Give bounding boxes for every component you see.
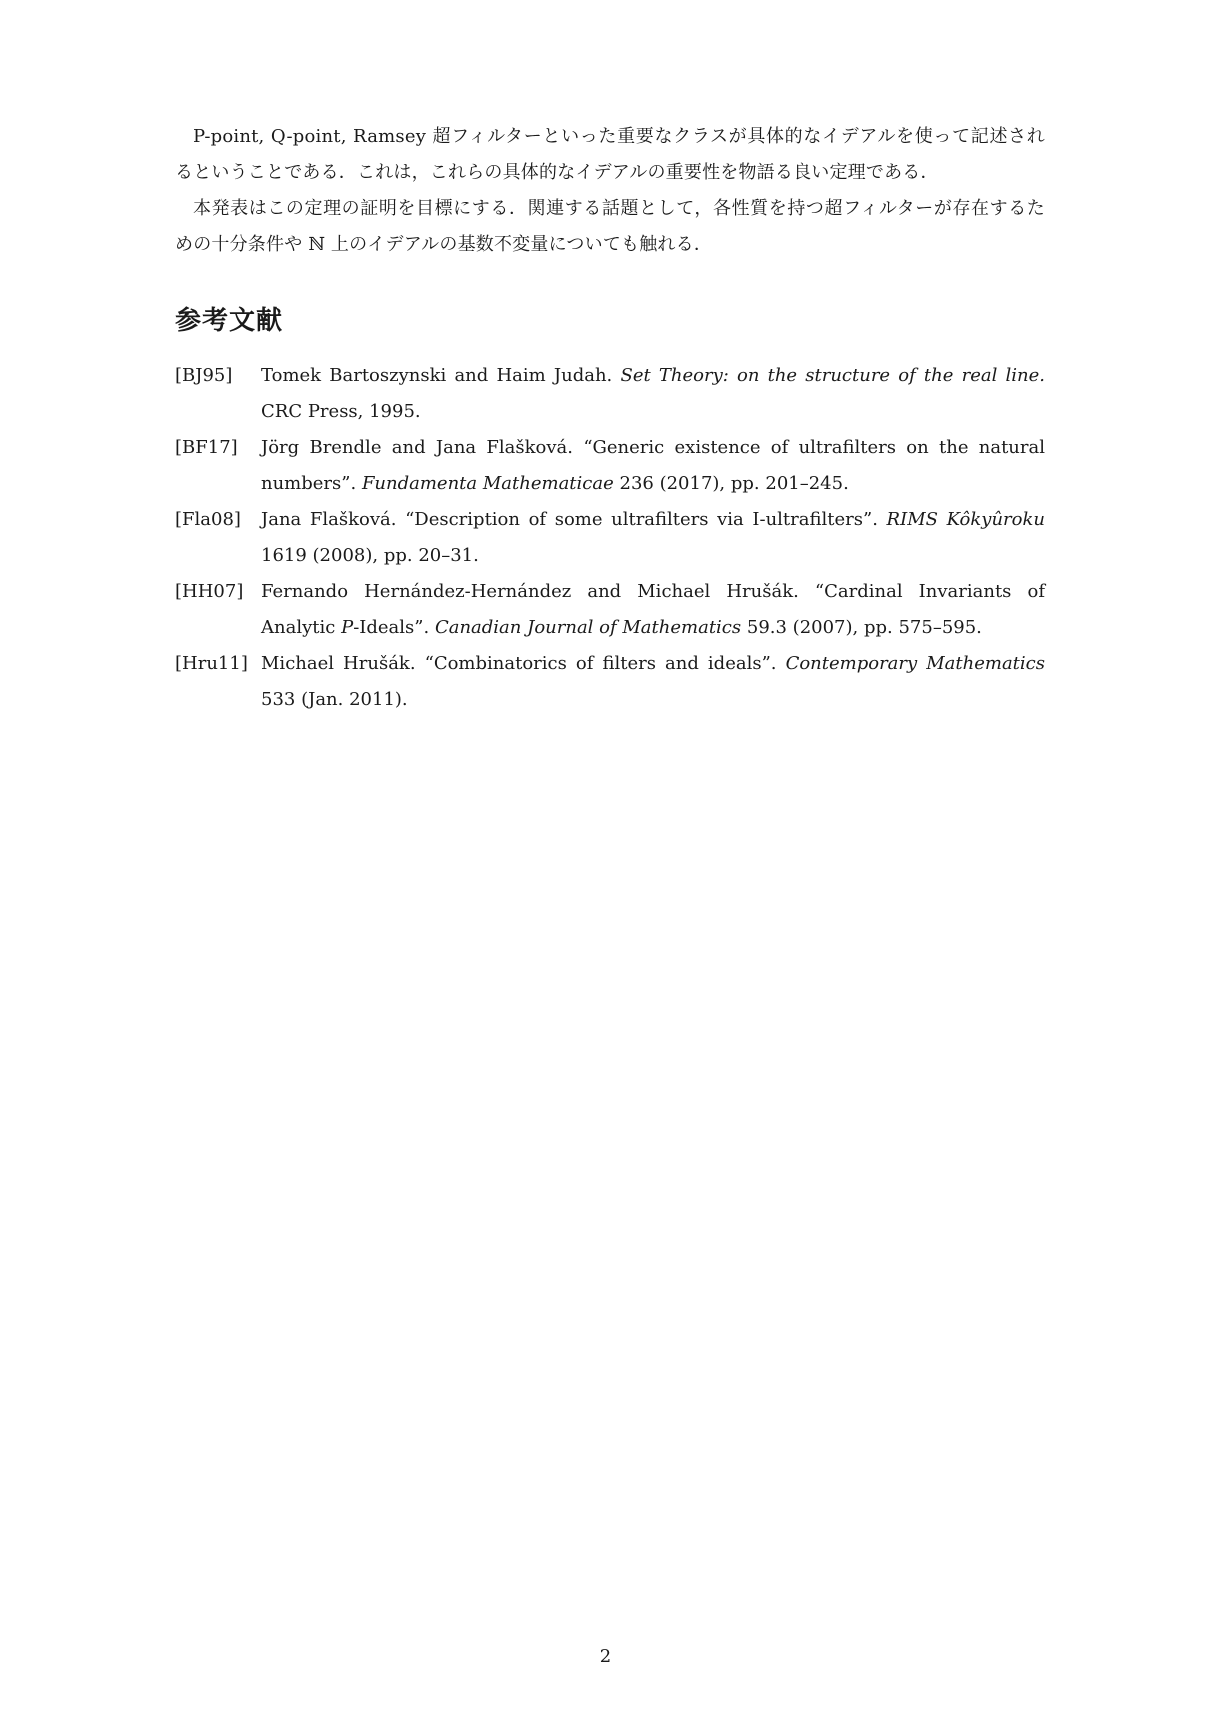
citation-label: [BF17] (175, 437, 238, 458)
entry-authors: Jörg Brendle and Jana Flašková. (261, 437, 574, 458)
citation-label: [HH07] (175, 581, 244, 602)
bibliography-list (175, 358, 1045, 718)
bibliography-entry (175, 502, 1045, 574)
entry-details: 533 (Jan. 2011). (261, 689, 408, 710)
entry-title-start: “Cardinal Invariants of Analytic (261, 581, 1045, 638)
entry-authors: Jana Flašková. (261, 509, 397, 530)
entry-details: 59.3 (2007), pp. 575–595. (746, 617, 982, 638)
paragraph: 本発表はこの定理の証明を目標にする．関連する話題として，各性質を持つ超フィルターが存在するための十分条件や ℕ 上のイデアルの基数不変量についても触れる． (175, 198, 1045, 255)
section-title-references: 参考文献 (175, 306, 284, 336)
citation-label: [Hru11] (175, 653, 248, 674)
entry-authors: Fernando Hernández-Hernández and Michael Hrušák. (261, 581, 799, 602)
bibliography-entry (175, 574, 1045, 646)
entry-venue: RIMS Kôkyûroku (886, 509, 1045, 530)
bibliography-entry (175, 358, 1045, 430)
entry-title-end: -Ideals”. (353, 617, 430, 638)
entry-details: 236 (2017), pp. 201–245. (619, 473, 849, 494)
entry-venue: Canadian Journal of Mathematics (434, 617, 742, 638)
paragraph: P-point, Q-point, Ramsey 超フィルターといった重要なクラスが具体的なイデアルを使って記述されるということである．これは，これらの具体的なイデアルの重要性を物語る良い定理である． (175, 126, 1045, 183)
entry-title: “Generic existence of ultrafilters on the natural numbers”. (261, 437, 1045, 494)
entry-title-italic: P (341, 617, 354, 638)
bibliography-entry (175, 430, 1045, 502)
citation-label: [BJ95] (175, 365, 233, 386)
page-number: 2 (599, 1646, 612, 1667)
entry-details: CRC Press, 1995. (261, 401, 421, 422)
entry-title: “Description of some ultrafilters via I-ultrafilters”. (405, 509, 878, 530)
entry-venue: Fundamenta Mathematicae (361, 473, 614, 494)
bibliography-entry (175, 646, 1045, 718)
entry-title: Set Theory: on the structure of the real line. (620, 365, 1045, 386)
entry-authors: Michael Hrušák. (261, 653, 416, 674)
citation-label: [Fla08] (175, 509, 241, 530)
entry-authors: Tomek Bartoszynski and Haim Judah. (261, 365, 613, 386)
entry-venue: Contemporary Mathematics (785, 653, 1045, 674)
entry-details: 1619 (2008), pp. 20–31. (261, 545, 479, 566)
entry-title: “Combinatorics of filters and ideals”. (424, 653, 777, 674)
